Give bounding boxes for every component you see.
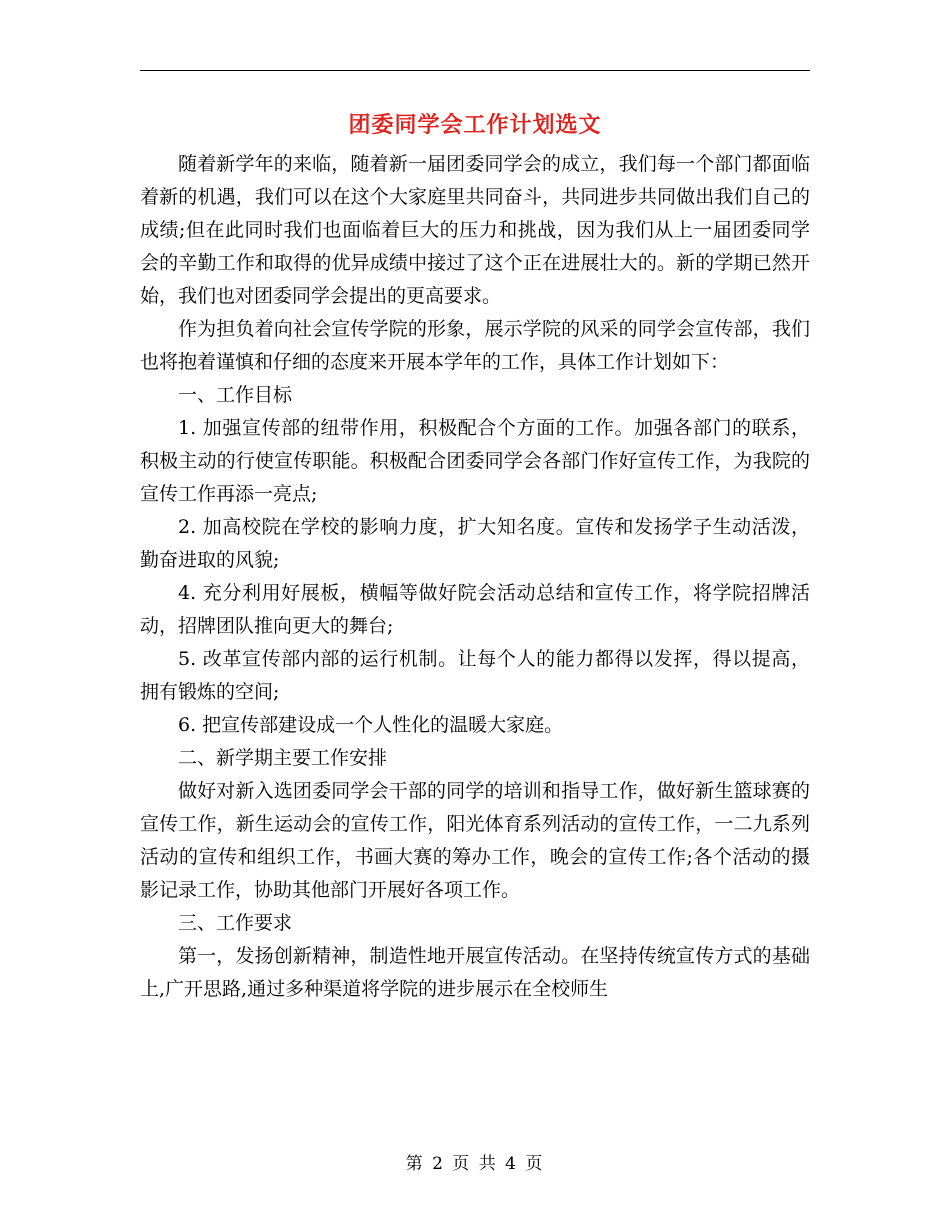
goal-item-5: 5. 改革宣传部内部的运行机制。让每个人的能力都得以发挥，得以提高，拥有锻炼的空间; xyxy=(140,648,810,703)
paragraph-requirement-1: 第一，发扬创新精神，制造性地开展宣传活动。在坚持传统宣传方式的基础上,广开思路,通过多种渠道将学院的进步展示在全校师生 xyxy=(140,945,810,1000)
section-heading-goals: 一、工作目标 xyxy=(178,384,293,406)
paragraph-plan-intro: 作为担负着向社会宣传学院的形象，展示学院的风采的同学会宣传部，我们也将抱着谨慎和仔细的态度来开展本学年的工作，具体工作计划如下： xyxy=(140,318,810,373)
section-heading-requirements: 三、工作要求 xyxy=(178,912,293,934)
goal-item-4: 4. 充分利用好展板，横幅等做好院会活动总结和宣传工作，将学院招牌活动，招牌团队推向更大的舞台; xyxy=(140,582,810,637)
goal-item-1: 1. 加强宣传部的纽带作用，积极配合个方面的工作。加强各部门的联系，积极主动的行使宣传职能。积极配合团委同学会各部门作好宣传工作，为我院的宣传工作再添一亮点; xyxy=(140,417,810,505)
paragraph-intro: 随着新学年的来临，随着新一届团委同学会的成立，我们每一个部门都面临着新的机遇，我们可以在这个大家庭里共同奋斗，共同进步共同做出我们自己的成绩;但在此同时我们也面临着巨大的压力和挑战，因为我们从上一届团委同学会的辛勤工作和取得的优异成绩中接过了这个正在进展壮大的。新的学期已然开始，我们也对团委同学会提出的更高要求。 xyxy=(140,153,810,307)
goal-item-6: 6. 把宣传部建设成一个人性化的温暖大家庭。 xyxy=(178,714,564,736)
paragraph-arrangements: 做好对新入选团委同学会干部的同学的培训和指导工作，做好新生篮球赛的宣传工作，新生运动会的宣传工作，阳光体育系列活动的宣传工作，一二九系列活动的宣传和组织工作，书画大赛的筹办工作，晚会的宣传工作;各个活动的摄影记录工作，协助其他部门开展好各项工作。 xyxy=(140,780,810,901)
document-title: 团委同学会工作计划选文 xyxy=(348,112,602,138)
document-body xyxy=(140,148,810,1006)
goal-item-2: 2. 加高校院在学校的影响力度，扩大知名度。宣传和发扬学子生动活泼，勤奋进取的风貌; xyxy=(140,516,810,571)
page-footer: 第 2 页 共 4 页 xyxy=(405,1154,545,1174)
header-rule xyxy=(140,70,810,71)
section-heading-arrangements: 二、新学期主要工作安排 xyxy=(178,747,388,769)
